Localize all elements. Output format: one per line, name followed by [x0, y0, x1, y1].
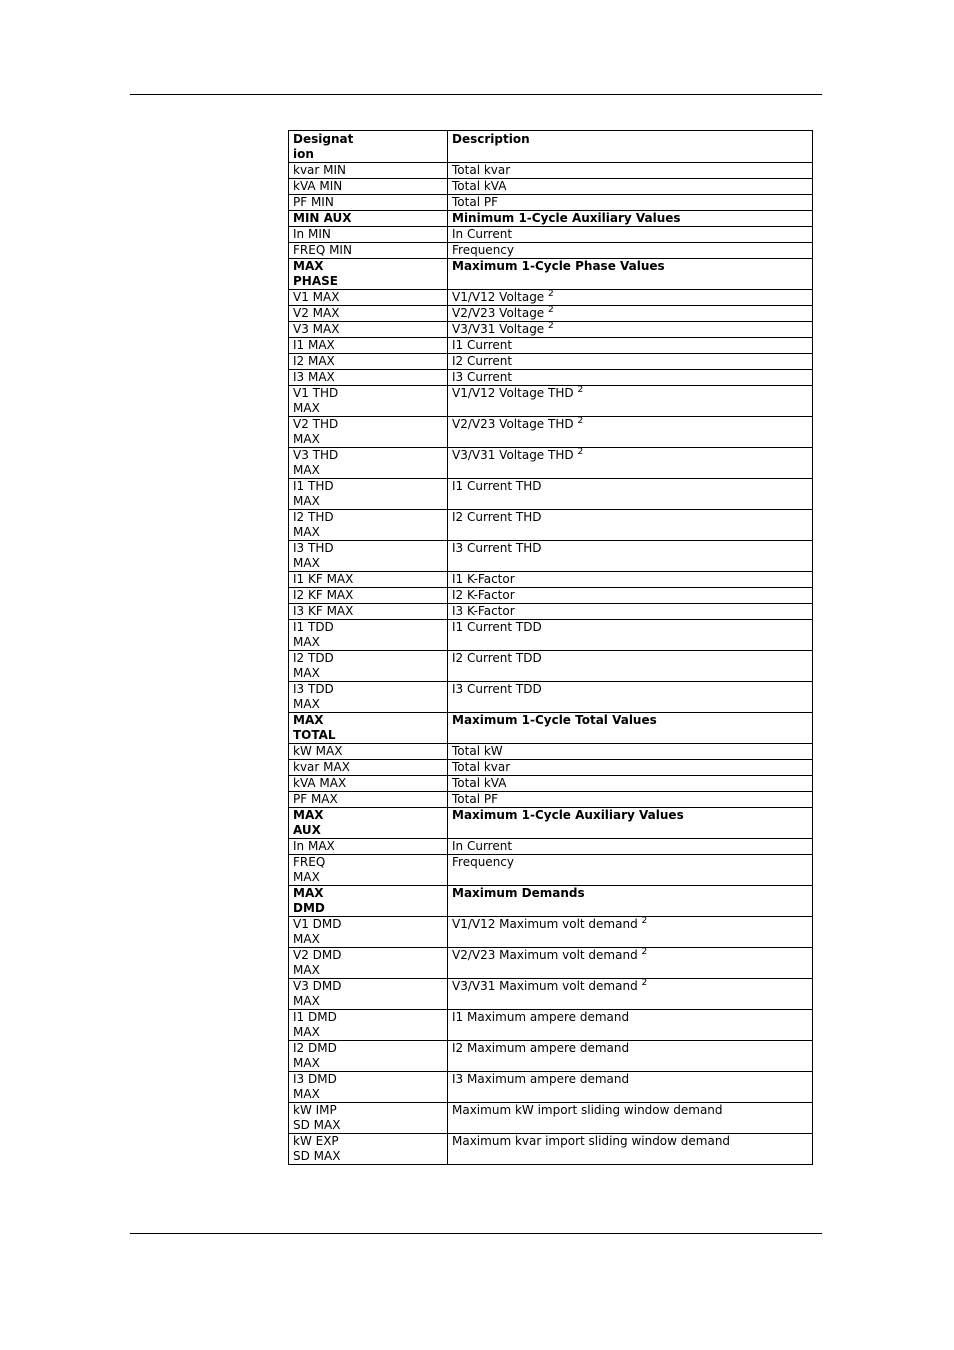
description-text: Maximum 1-Cycle Phase Values — [452, 259, 665, 273]
table-row — [289, 744, 813, 760]
designation-cell: MAX DMD — [289, 886, 448, 917]
table-row — [289, 163, 813, 179]
table-row — [289, 651, 813, 682]
table-row — [289, 682, 813, 713]
table-row — [289, 855, 813, 886]
description-text: I2 Current TDD — [452, 651, 542, 665]
designation-cell: kW EXP SD MAX — [289, 1134, 448, 1165]
designation-cell: V2 MAX — [289, 306, 448, 322]
description-cell — [448, 1072, 813, 1103]
description-cell — [448, 179, 813, 195]
description-text: Frequency — [452, 855, 514, 869]
table-row — [289, 886, 813, 917]
designation-cell: I1 TDD MAX — [289, 620, 448, 651]
table-row — [289, 620, 813, 651]
designation-cell: I1 KF MAX — [289, 572, 448, 588]
designation-cell: V2 THD MAX — [289, 417, 448, 448]
designation-cell: MAX AUX — [289, 808, 448, 839]
designation-cell: I2 KF MAX — [289, 588, 448, 604]
description-text: I1 Current — [452, 338, 513, 352]
description-text: Total PF — [452, 195, 498, 209]
description-cell — [448, 195, 813, 211]
designation-cell: I1 MAX — [289, 338, 448, 354]
designation-cell: MIN AUX — [289, 211, 448, 227]
description-cell — [448, 370, 813, 386]
table-body — [289, 163, 813, 1165]
description-text: I3 K-Factor — [452, 604, 515, 618]
description-text: I3 Maximum ampere demand — [452, 1072, 630, 1086]
description-cell — [448, 744, 813, 760]
description-cell — [448, 620, 813, 651]
description-text: In Current — [452, 839, 513, 853]
table-row — [289, 386, 813, 417]
table-row — [289, 1041, 813, 1072]
description-text: Total kVA — [452, 776, 507, 790]
description-text: V2/V23 Voltage — [452, 306, 545, 320]
description-cell — [448, 417, 813, 448]
description-cell — [448, 1041, 813, 1072]
description-cell — [448, 163, 813, 179]
description-cell — [448, 808, 813, 839]
table-row — [289, 290, 813, 306]
table-row — [289, 541, 813, 572]
description-cell — [448, 448, 813, 479]
designation-cell: I3 TDD MAX — [289, 682, 448, 713]
description-cell — [448, 322, 813, 338]
description-cell — [448, 259, 813, 290]
description-text: I2 Current — [452, 354, 513, 368]
description-cell — [448, 211, 813, 227]
designation-cell: V1 THD MAX — [289, 386, 448, 417]
description-cell — [448, 886, 813, 917]
designation-table — [288, 130, 813, 1165]
table-row — [289, 259, 813, 290]
designation-cell: I3 DMD MAX — [289, 1072, 448, 1103]
footnote-marker: 2 — [548, 289, 554, 299]
designation-cell: kW IMP SD MAX — [289, 1103, 448, 1134]
footnote-marker: 2 — [641, 916, 648, 926]
description-text: In Current — [452, 227, 513, 241]
description-text: V2/V23 Maximum volt demand — [452, 948, 638, 962]
designation-cell: V1 DMD MAX — [289, 917, 448, 948]
description-text: I1 Current THD — [452, 479, 542, 493]
description-text: Total kvar — [452, 760, 511, 774]
description-cell — [448, 776, 813, 792]
table-row — [289, 760, 813, 776]
table-row — [289, 306, 813, 322]
footnote-marker: 2 — [577, 385, 584, 395]
description-text: I1 Current TDD — [452, 620, 542, 634]
description-cell — [448, 386, 813, 417]
description-cell — [448, 1010, 813, 1041]
description-cell — [448, 572, 813, 588]
description-text: I2 K-Factor — [452, 588, 515, 602]
table-row — [289, 195, 813, 211]
description-text: Total kVA — [452, 179, 507, 193]
table-row — [289, 370, 813, 386]
table-header-row — [289, 131, 813, 163]
description-text: V2/V23 Voltage THD — [452, 417, 574, 431]
designation-cell: kW MAX — [289, 744, 448, 760]
description-text: I3 Current — [452, 370, 513, 384]
table-row — [289, 839, 813, 855]
description-text: V3/V31 Voltage THD — [452, 448, 574, 462]
designation-header-line-2: ion — [293, 147, 314, 161]
footnote-marker: 2 — [548, 305, 554, 315]
description-text: Maximum Demands — [452, 886, 585, 900]
footnote-marker: 2 — [548, 321, 554, 331]
description-cell — [448, 541, 813, 572]
description-cell — [448, 243, 813, 259]
designation-cell: I3 THD MAX — [289, 541, 448, 572]
description-text: Maximum 1-Cycle Total Values — [452, 713, 657, 727]
description-cell — [448, 917, 813, 948]
description-text: V3/V31 Maximum volt demand — [452, 979, 638, 993]
table-row — [289, 354, 813, 370]
description-text: I3 Current THD — [452, 541, 542, 555]
description-cell — [448, 338, 813, 354]
designation-cell: I2 THD MAX — [289, 510, 448, 541]
table-row — [289, 479, 813, 510]
footnote-marker: 2 — [577, 447, 584, 457]
table-row — [289, 948, 813, 979]
description-text: Total kvar — [452, 163, 511, 177]
designation-cell: I2 TDD MAX — [289, 651, 448, 682]
footer-rule — [130, 1233, 822, 1234]
designation-cell: V1 MAX — [289, 290, 448, 306]
designation-cell: I2 MAX — [289, 354, 448, 370]
description-text: Total kW — [452, 744, 503, 758]
description-text: I1 K-Factor — [452, 572, 515, 586]
footnote-marker: 2 — [641, 947, 648, 957]
description-text: Minimum 1-Cycle Auxiliary Values — [452, 211, 681, 225]
description-cell — [448, 290, 813, 306]
description-text: I2 Maximum ampere demand — [452, 1041, 630, 1055]
designation-cell: I1 THD MAX — [289, 479, 448, 510]
table-row — [289, 588, 813, 604]
footnote-marker: 2 — [641, 978, 648, 988]
description-text: Maximum kW import sliding window demand — [452, 1103, 723, 1117]
table-row — [289, 338, 813, 354]
table-row — [289, 604, 813, 620]
table-row — [289, 510, 813, 541]
designation-column-header — [289, 131, 448, 163]
designation-cell: kVA MIN — [289, 179, 448, 195]
description-text: V1/V12 Voltage THD — [452, 386, 574, 400]
description-cell — [448, 948, 813, 979]
footnote-marker: 2 — [577, 416, 584, 426]
description-cell — [448, 604, 813, 620]
table-row — [289, 179, 813, 195]
header-rule — [130, 94, 822, 95]
designation-cell: I3 KF MAX — [289, 604, 448, 620]
description-cell — [448, 839, 813, 855]
table-row — [289, 792, 813, 808]
description-text: V1/V12 Maximum volt demand — [452, 917, 638, 931]
table-row — [289, 322, 813, 338]
designation-cell: I2 DMD MAX — [289, 1041, 448, 1072]
description-text: V3/V31 Voltage — [452, 322, 545, 336]
description-column-header: Description — [448, 131, 813, 163]
description-cell — [448, 792, 813, 808]
designation-cell: In MIN — [289, 227, 448, 243]
designation-cell: I3 MAX — [289, 370, 448, 386]
description-cell — [448, 1103, 813, 1134]
designation-header-line-1: Designat — [293, 132, 354, 146]
designation-cell: FREQ MAX — [289, 855, 448, 886]
table-row — [289, 1072, 813, 1103]
designation-cell: MAX PHASE — [289, 259, 448, 290]
table-row — [289, 979, 813, 1010]
table-row — [289, 572, 813, 588]
table-row — [289, 243, 813, 259]
table-row — [289, 448, 813, 479]
description-text: Total PF — [452, 792, 498, 806]
table-row — [289, 713, 813, 744]
description-text: Frequency — [452, 243, 514, 257]
designation-cell: V3 THD MAX — [289, 448, 448, 479]
table-row — [289, 417, 813, 448]
designation-cell: FREQ MIN — [289, 243, 448, 259]
designation-cell: kVA MAX — [289, 776, 448, 792]
table-row — [289, 1134, 813, 1165]
description-text: I2 Current THD — [452, 510, 542, 524]
description-cell — [448, 227, 813, 243]
description-cell — [448, 1134, 813, 1165]
description-cell — [448, 479, 813, 510]
designation-cell: In MAX — [289, 839, 448, 855]
designation-cell: MAX TOTAL — [289, 713, 448, 744]
designation-cell: I1 DMD MAX — [289, 1010, 448, 1041]
table-row — [289, 917, 813, 948]
designation-cell: V2 DMD MAX — [289, 948, 448, 979]
description-cell — [448, 713, 813, 744]
table-row — [289, 227, 813, 243]
description-cell — [448, 979, 813, 1010]
description-cell — [448, 651, 813, 682]
table-row — [289, 808, 813, 839]
description-cell — [448, 306, 813, 322]
description-cell — [448, 760, 813, 776]
description-text: Maximum kvar import sliding window demand — [452, 1134, 731, 1148]
designation-cell: V3 MAX — [289, 322, 448, 338]
description-cell — [448, 682, 813, 713]
description-cell — [448, 855, 813, 886]
table-row — [289, 211, 813, 227]
designation-cell: V3 DMD MAX — [289, 979, 448, 1010]
description-cell — [448, 588, 813, 604]
description-cell — [448, 510, 813, 541]
designation-cell: kvar MAX — [289, 760, 448, 776]
table-row — [289, 1103, 813, 1134]
description-cell — [448, 354, 813, 370]
description-text: Maximum 1-Cycle Auxiliary Values — [452, 808, 684, 822]
table-row — [289, 776, 813, 792]
table-row — [289, 1010, 813, 1041]
description-text: I3 Current TDD — [452, 682, 542, 696]
designation-cell: kvar MIN — [289, 163, 448, 179]
designation-cell: PF MAX — [289, 792, 448, 808]
description-text: I1 Maximum ampere demand — [452, 1010, 630, 1024]
designation-cell: PF MIN — [289, 195, 448, 211]
description-text: V1/V12 Voltage — [452, 290, 545, 304]
